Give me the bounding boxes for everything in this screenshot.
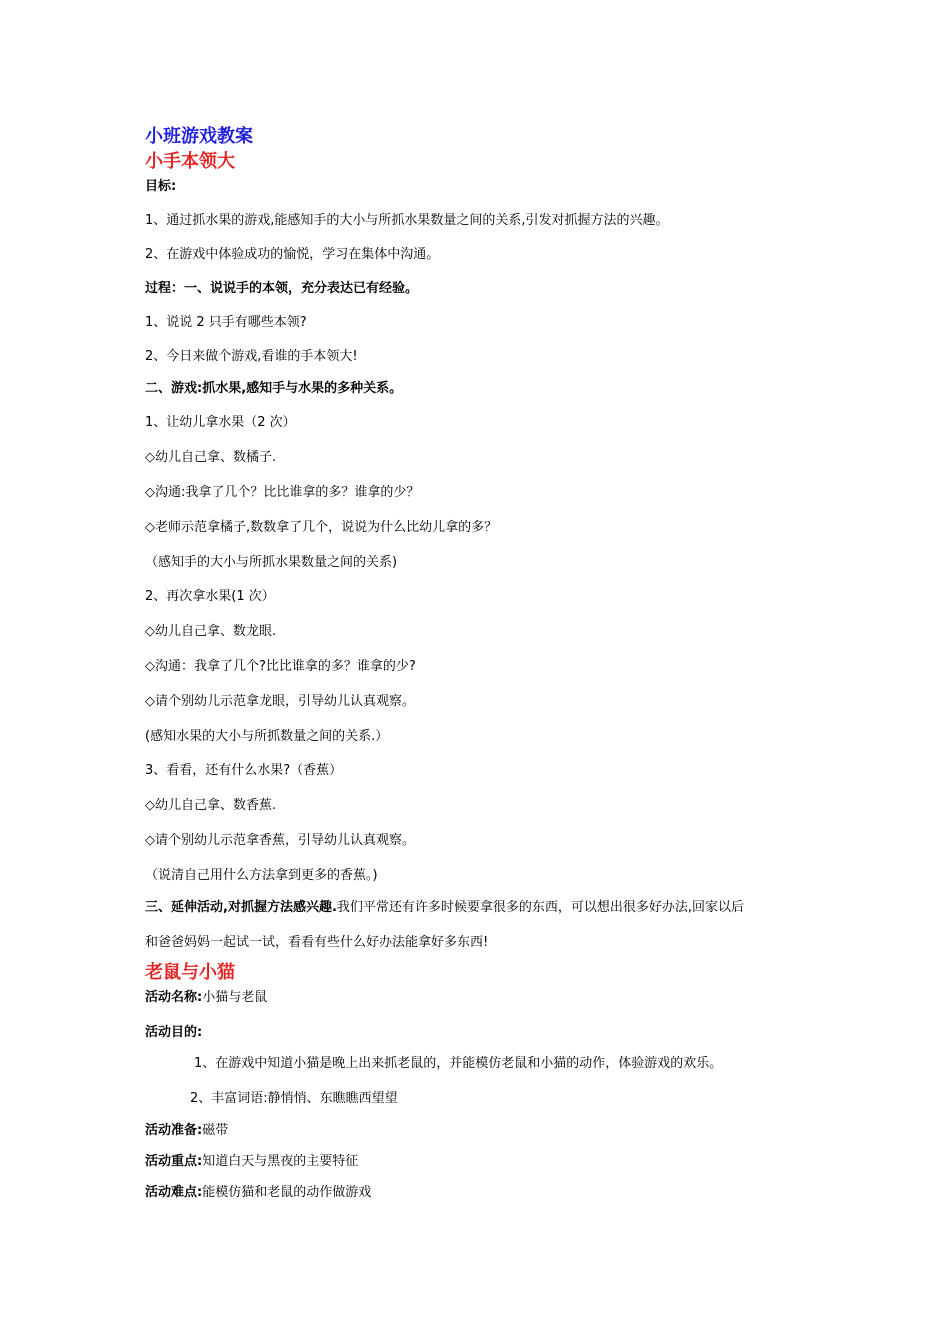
goal-label: 目标: — [145, 179, 177, 194]
game-line: ◇请个别幼儿示范拿香蕉，引导幼儿认真观察。 — [145, 833, 415, 848]
game-line: ◇幼儿自己拿、数龙眼. — [145, 624, 277, 639]
activity-name-value: 小猫与老鼠 — [202, 990, 268, 1005]
game-line: ◇幼儿自己拿、数橘子. — [145, 450, 277, 465]
activity-prep-row — [145, 1122, 228, 1140]
game-line: ◇请个别幼儿示范拿龙眼，引导幼儿认真观察。 — [145, 694, 415, 709]
extension-paragraph — [145, 899, 744, 917]
activity-name-label: 活动名称: — [145, 990, 203, 1005]
game-line: (感知水果的大小与所抓数量之间的关系.） — [145, 729, 389, 744]
activity-difficulty-value: 能模仿猫和老鼠的动作做游戏 — [202, 1185, 372, 1200]
game-line: ◇沟通:我拿了几个？比比谁拿的多？谁拿的少？ — [145, 485, 420, 500]
activity-aim-label: 活动目的: — [145, 1025, 203, 1040]
activity-focus-value: 知道白天与黑夜的主要特征 — [202, 1154, 359, 1169]
process-heading: 过程：一、说说手的本领，充分表达已有经验。 — [145, 281, 419, 296]
activity-prep-value: 磁带 — [202, 1123, 229, 1138]
document-title: 小班游戏教案 — [145, 126, 253, 147]
activity-name-row — [145, 989, 267, 1007]
goal-item: 1、通过抓水果的游戏,能感知手的大小与所抓水果数量之间的关系,引发对抓握方法的兴趣。 — [145, 213, 669, 228]
lesson2-title: 老鼠与小猫 — [145, 962, 235, 983]
game-line: ◇老师示范拿橘子,数数拿了几个，说说为什么比幼儿拿的多？ — [145, 520, 498, 535]
activity-focus-label: 活动重点: — [145, 1154, 203, 1169]
game-line: （感知手的大小与所抓水果数量之间的关系) — [145, 555, 398, 570]
activity-prep-label: 活动准备: — [145, 1123, 203, 1138]
activity-aim-item: 1、在游戏中知道小猫是晚上出来抓老鼠的，并能模仿老鼠和小猫的动作，体验游戏的欢乐。 — [194, 1056, 723, 1071]
process-line: 2、今日来做个游戏,看谁的手本领大! — [145, 349, 358, 364]
extension-text: 我们平常还有许多时候要拿很多的东西，可以想出很多好办法,回家以后 — [336, 900, 745, 915]
activity-difficulty-label: 活动难点: — [145, 1185, 203, 1200]
goal-item: 2、在游戏中体验成功的愉悦，学习在集体中沟通。 — [145, 247, 440, 262]
lesson1-title: 小手本领大 — [145, 151, 235, 172]
activity-difficulty-row — [145, 1184, 371, 1202]
game-heading: 二、游戏:抓水果,感知手与水果的多种关系。 — [145, 381, 403, 396]
game-line: ◇沟通：我拿了几个?比比谁拿的多？谁拿的少? — [145, 659, 416, 674]
game-line: 1、让幼儿拿水果（2 次） — [145, 415, 296, 430]
game-line: ◇幼儿自己拿、数香蕉. — [145, 798, 277, 813]
game-line: （说清自己用什么方法拿到更多的香蕉。) — [145, 868, 378, 883]
activity-focus-row — [145, 1153, 358, 1171]
game-line: 3、看看，还有什么水果?（香蕉） — [145, 763, 343, 778]
game-line: 2、再次拿水果(1 次） — [145, 589, 275, 604]
extension-heading: 三、延伸活动,对抓握方法感兴趣. — [145, 900, 337, 915]
extension-text-continued: 和爸爸妈妈一起试一试，看看有些什么好办法能拿好多东西! — [145, 935, 489, 950]
activity-aim-item: 2、丰富词语:静悄悄、东瞧瞧西望望 — [190, 1091, 398, 1106]
process-line: 1、说说 2 只手有哪些本领? — [145, 315, 307, 330]
